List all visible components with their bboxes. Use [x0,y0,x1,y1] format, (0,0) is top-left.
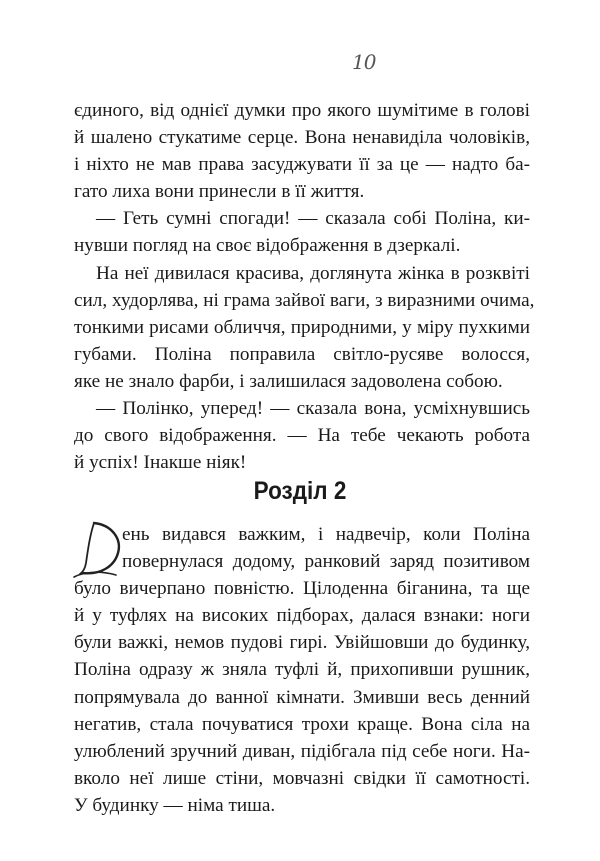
text-line: повернулася додому, ранковий заряд позитивом [122,551,530,573]
text-line: яке не знало фарби, і залишилася задоволена собою. [74,370,503,392]
text-line: тонкими рисами обличчя, природними, у міру пухкими [74,316,530,338]
text-line: і ніхто не мав права засуджувати її за це — надто ба- [74,154,530,176]
text-line: до свого відображення. — На тебе чекають робота [74,425,530,447]
text-line: улюблений зручний диван, підібгала під себе ноги. На- [74,740,530,762]
text-line: нувши погляд на своє відображення в дзеркалі. [74,235,461,257]
text-line: губами. Поліна поправила світло-русяве волосся, [74,343,530,365]
body-text-bottom [74,521,530,819]
text-line: вколо неї лише стіни, мовчазні свідки її самотності. [74,767,530,789]
text-line: й успіх! Інакше ніяк! [74,452,247,474]
text-line: негатив, стала почуватися трохи краще. Вона сіла на [74,713,530,735]
text-line: ень видався важким, і надвечір, коли Поліна [122,524,530,545]
text-line: й у туфлях на високих підборах, далася взнаки: ноги [74,605,530,627]
text-line: гато лиха вони принесли в її життя. [74,181,365,203]
text-line: Поліна одразу ж зняла туфлі й, прихопивши рушник, [74,659,530,681]
chapter-heading: Розділ 2 [253,477,347,505]
text-line: попрямувала до ванної кімнати. Змивши весь денний [74,686,530,708]
page-number: 10 [352,50,376,74]
body-text-top [74,97,535,476]
text-line: й шалено стукатиме серце. Вона ненавиділа чоловіків, [74,127,530,149]
text-line: — Геть сумні спогади! — сказала собі Поліна, ки- [96,208,530,230]
text-line: У будинку — німа тиша. [74,794,276,816]
text-line: На неї дивилася красива, доглянута жінка в розквіті [96,262,530,284]
text-line: були важкі, немов пудові гирі. Увійшовши до будинку, [74,632,530,654]
text-line: було вичерпано повністю. Цілоденна біганина, та ще [74,578,530,600]
text-line: сил, худорлява, ні грама зайвої ваги, з виразними очима, [74,289,535,311]
text-line: — Полінко, уперед! — сказала вона, усміхнувшись [96,398,530,420]
text-line: єдиного, від однієї думки про якого шумітиме в голові [74,100,530,121]
